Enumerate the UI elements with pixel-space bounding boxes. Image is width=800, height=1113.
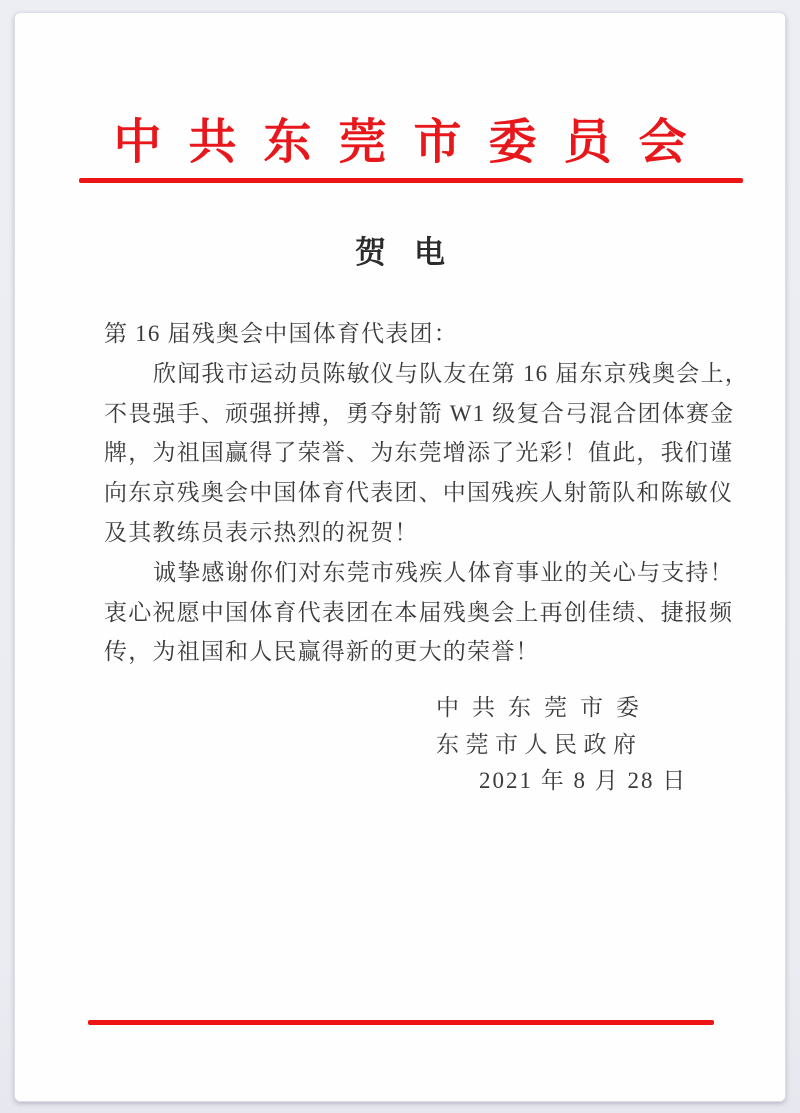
body-line: 衷心祝愿中国体育代表团在本届残奥会上再创佳绩、捷报频 <box>104 599 734 625</box>
signature-block <box>436 690 687 800</box>
body-line: 传，为祖国和人民赢得新的更大的荣誉！ <box>104 639 540 665</box>
letter-body <box>104 314 749 672</box>
signature-org-party: 中共东莞市委 <box>436 695 652 720</box>
document-page <box>14 12 786 1102</box>
signature-org-government: 东莞市人民政府 <box>436 731 643 757</box>
salutation: 第 16 届残奥会中国体育代表团： <box>104 321 458 346</box>
body-line: 诚挚感谢你们对东莞市残疾人体育事业的关心与支持！ <box>153 559 734 585</box>
footer-divider-line <box>88 1020 714 1025</box>
body-line: 向东京残奥会中国体育代表团、中国残疾人射箭队和陈敏仪 <box>104 480 734 506</box>
body-line: 及其教练员表示热烈的祝贺！ <box>104 519 419 545</box>
letterhead-divider-line <box>79 178 743 183</box>
body-line: 牌，为祖国赢得了荣誉、为东莞增添了光彩！值此，我们谨 <box>104 440 734 466</box>
body-line: 欣闻我市运动员陈敏仪与队友在第 16 届东京残奥会上， <box>153 360 749 386</box>
document-title: 贺电 <box>355 235 473 270</box>
letterhead-org-name: 中共东莞市委员会 <box>113 116 714 169</box>
signature-date: 2021 年 8 月 28 日 <box>479 768 688 793</box>
body-line: 不畏强手、顽强拼搏，勇夺射箭 W1 级复合弓混合团体赛金 <box>104 400 735 426</box>
